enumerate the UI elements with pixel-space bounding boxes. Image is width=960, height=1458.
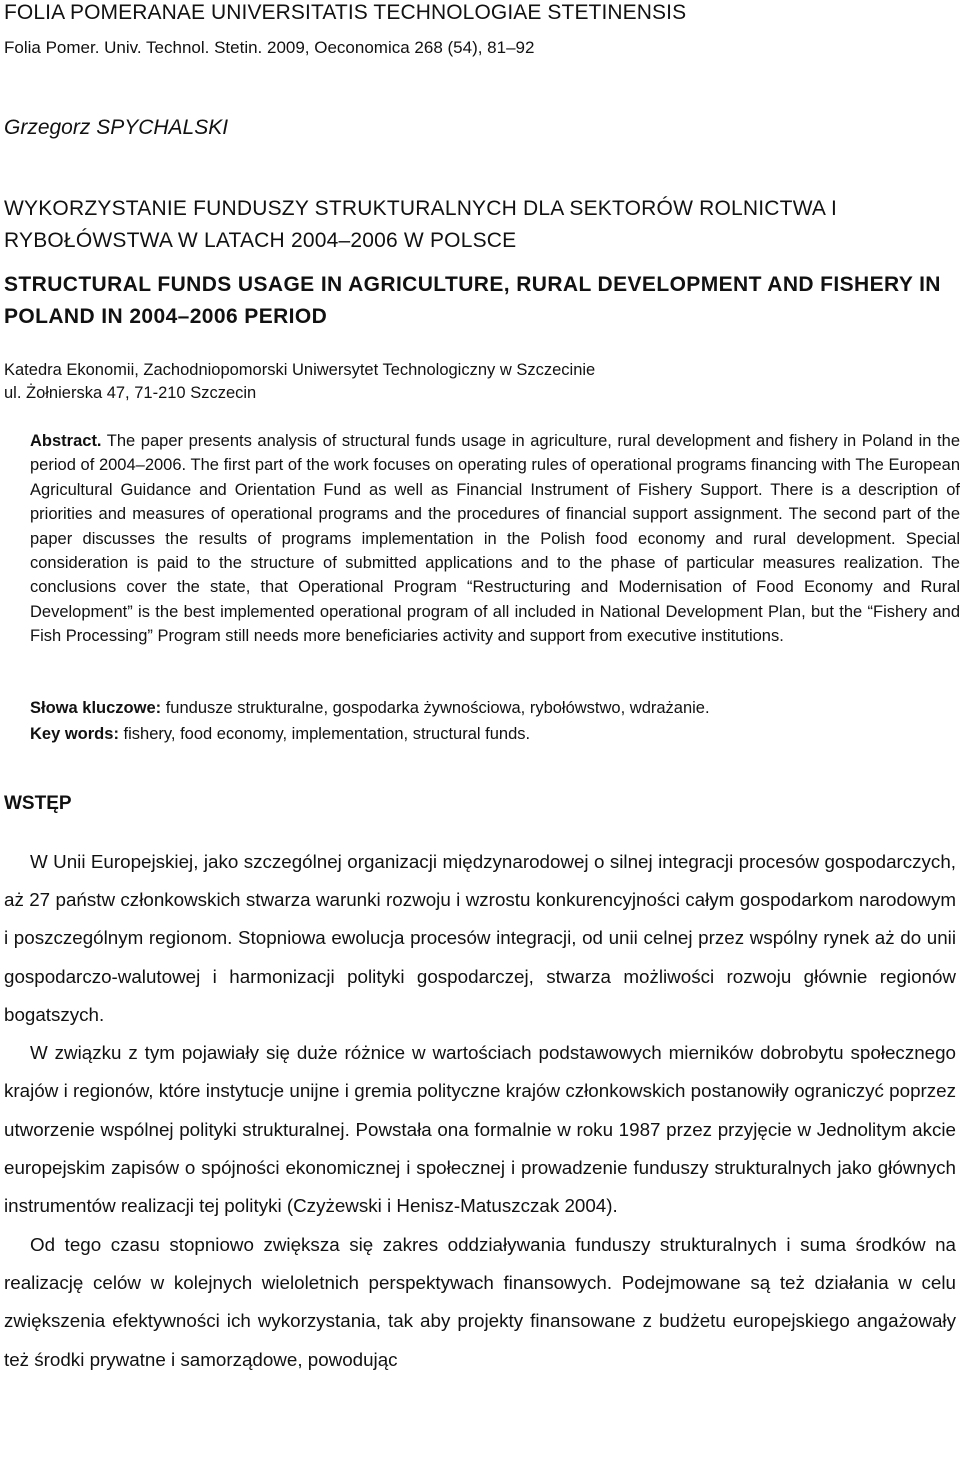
section-body xyxy=(4,843,956,1379)
keywords-english xyxy=(30,721,956,747)
body-paragraph: W Unii Europejskiej, jako szczególnej organizacji międzynarodowej o silnej integracji procesów gospodarczych, aż 27 państw członkowskich stwarza warunki rozwoju i wzrostu konkurencyjności całym gospodarkom narodowym i poszczególnym regionom. Stopniowa ewolucja procesów integracji, od unii celnej przez wspólny rynek aż do unii gospodarczo-walutowej i harmonizacji polityki gospodarczej, stwarza możliwości rozwoju głównie regionów bogatszych. xyxy=(4,850,956,1025)
keywords-polish-label: Słowa kluczowe: xyxy=(30,698,162,717)
author-name: Grzegorz SPYCHALSKI xyxy=(4,116,229,139)
abstract-label: Abstract. xyxy=(30,432,102,450)
journal-name: FOLIA POMERANAE UNIVERSITATIS TECHNOLOGIAE STETINENSIS xyxy=(4,1,687,24)
title-english: STRUCTURAL FUNDS USAGE IN AGRICULTURE, RURAL DEVELOPMENT AND FISHERY IN POLAND IN 2004–2006 PERIOD xyxy=(4,273,941,328)
abstract xyxy=(30,429,960,649)
keywords-polish xyxy=(30,695,956,721)
affiliation-institution: Katedra Ekonomii, Zachodniopomorski Uniwersytet Technologiczny w Szczecinie xyxy=(4,361,596,379)
keywords-polish-text: fundusze strukturalne, gospodarka żywnościowa, rybołówstwo, wdrażanie. xyxy=(161,698,710,717)
keywords xyxy=(30,695,956,747)
abstract-text: The paper presents analysis of structural funds usage in agriculture, rural development and fishery in Poland in the period of 2004–2006. The first part of the work focuses on operating rules of operational programs financing with The European Agricultural Guidance and Orientation Fund as well as Financial Instrument of Fishery Support. There is a description of priorities and measures of operational programs and the procedures of financial support assignment. The second part of the paper discusses the results of programs implementation in the Polish food economy and rural development. Special consideration is paid to the structure of submitted applications and to the phase of particular measures realization. The conclusions cover the state, that Operational Program “Restructuring and Modernisation of Food Economy and Rural Development” is the best implemented operational program of all included in National Development Plan, but the “Fishery and Fish Processing” Program still needs more beneficiaries activity and support from executive institutions. xyxy=(30,432,960,646)
body-paragraph: W związku z tym pojawiały się duże różnice w wartościach podstawowych mierników dobrobytu społecznego krajów i regionów, które instytucje unijne i gremia polityczne krajów członkowskich postanowiły ograniczyć poprzez utworzenie wspólnej polityki strukturalnej. Powstała ona formalnie w roku 1987 przez przyjęcie w Jednolitym akcie europejskim zapisów o spójności ekonomicznej i społecznej i prowadzenie funduszy strukturalnych jako głównych instrumentów realizacji tej polityki (Czyżewski i Henisz-Matuszczak 2004). xyxy=(4,1042,956,1217)
affiliation xyxy=(4,359,956,405)
body-paragraph: Od tego czasu stopniowo zwiększa się zakres oddziaływania funduszy strukturalnych i suma środków na realizację celów w kolejnych wieloletnich perspektywach finansowych. Podejmowane są też działania w celu zwiększenia efektywności ich wykorzystania, tak aby projekty finansowane z budżetu europejskiego angażowały też środki prywatne i samorządowe, powodując xyxy=(4,1233,956,1370)
keywords-english-text: fishery, food economy, implementation, structural funds. xyxy=(118,724,531,743)
affiliation-address: ul. Żołnierska 47, 71-210 Szczecin xyxy=(4,384,257,402)
section-heading: WSTĘP xyxy=(4,792,72,814)
journal-citation: Folia Pomer. Univ. Technol. Stetin. 2009, Oeconomica 268 (54), 81–92 xyxy=(4,38,535,57)
title-polish: WYKORZYSTANIE FUNDUSZY STRUKTURALNYCH DLA SEKTORÓW ROLNICTWA I RYBOŁÓWSTWA W LATACH 2004–2006 W POLSCE xyxy=(4,197,838,252)
keywords-english-label: Key words: xyxy=(30,724,119,743)
